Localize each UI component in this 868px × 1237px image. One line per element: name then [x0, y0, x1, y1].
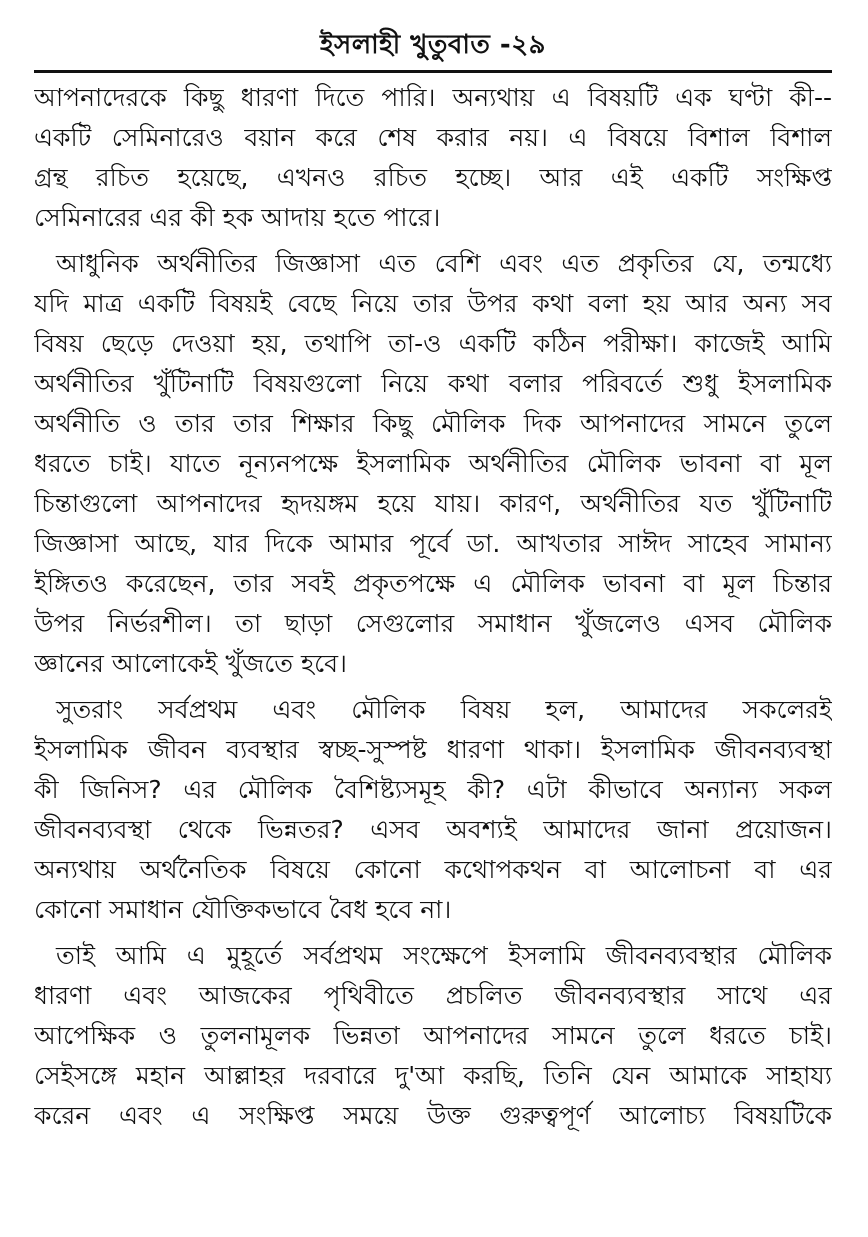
text-line: আপেক্ষিক ও তুলনামূলক ভিন্নতা আপনাদের সামনে তুলে ধরতে চাই। [34, 1021, 832, 1050]
header-rule [34, 70, 832, 73]
text-line: ধরতে চাই। যাতে নূন্যনপক্ষে ইসলামিক অর্থনীতির মৌলিক ভাবনা বা মূল [34, 449, 832, 478]
text-line: কী জিনিস? এর মৌলিক বৈশিষ্ট্যসমূহ কী? এটা কীভাবে অন্যান্য সকল [34, 775, 832, 804]
text-line: জ্ঞানের আলোকেই খুঁজতে হবে। [34, 649, 347, 678]
text-line: একটি সেমিনারেও বয়ান করে শেষ করার নয়। এ বিষয়ে বিশাল বিশাল [34, 123, 832, 152]
paragraph-4 [34, 936, 832, 1136]
text-line: কোনো সমাধান যৌক্তিকভাবে বৈধ হবে না। [34, 895, 452, 924]
text-line: আপনাদেরকে কিছু ধারণা দিতে পারি। অন্যথায় এ বিষয়টি এক ঘণ্টা কী-- [34, 83, 832, 112]
text-line: করেন এবং এ সংক্ষিপ্ত সময়ে উক্ত গুরুত্বপূর্ণ আলোচ্য বিষয়টিকে [34, 1101, 832, 1130]
text-line: জিজ্ঞাসা আছে, যার দিকে আমার পূর্বে ডা. আখতার সাঈদ সাহেব সামান্য [34, 529, 832, 558]
text-line: সেইসঙ্গে মহান আল্লাহর দরবারে দু'আ করছি, তিনি যেন আমাকে সাহায্য [34, 1061, 832, 1090]
text-line: অর্থনীতির খুঁটিনাটি বিষয়গুলো নিয়ে কথা বলার পরিবর্তে শুধু ইসলামিক [34, 369, 832, 398]
text-line: ইসলামিক জীবন ব্যবস্থার স্বচ্ছ-সুস্পষ্ট ধারণা থাকা। ইসলামিক জীবনব্যবস্থা [34, 735, 832, 764]
text-line: অন্যথায় অর্থনৈতিক বিষয়ে কোনো কথোপকথন বা আলোচনা বা এর [34, 855, 832, 884]
text-line: ইঙ্গিতও করেছেন, তার সবই প্রকৃতপক্ষে এ মৌলিক ভাবনা বা মূল চিন্তার [34, 569, 832, 598]
text-line: চিন্তাগুলো আপনাদের হৃদয়ঙ্গম হয়ে যায়। কারণ, অর্থনীতির যত খুঁটিনাটি [34, 489, 832, 518]
text-line: গ্রন্থ রচিত হয়েছে, এখনও রচিত হচ্ছে। আর এই একটি সংক্ষিপ্ত [34, 163, 832, 192]
text-line: জীবনব্যবস্থা থেকে ভিন্নতর? এসব অবশ্যই আমাদের জানা প্রয়োজন। [34, 815, 832, 844]
text-line: অর্থনীতি ও তার তার শিক্ষার কিছু মৌলিক দিক আপনাদের সামনে তুলে [34, 409, 832, 438]
text-line: বিষয় ছেড়ে দেওয়া হয়, তথাপি তা-ও একটি কঠিন পরীক্ষা। কাজেই আমি [34, 329, 832, 358]
text-line: সুতরাং সর্বপ্রথম এবং মৌলিক বিষয় হল, আমাদের সকলেরই [56, 695, 832, 724]
text-line: আধুনিক অর্থনীতির জিজ্ঞাসা এত বেশি এবং এত প্রকৃতির যে, তন্মধ্যে [56, 249, 832, 278]
paragraph-3 [34, 690, 832, 930]
text-line: সেমিনারের এর কী হক আদায় হতে পারে। [34, 203, 441, 232]
paragraph-1 [34, 78, 832, 238]
header-title: ইসলাহী খুতুবাত -২৯ [320, 30, 546, 60]
running-header [34, 0, 832, 70]
text-line: উপর নির্ভরশীল। তা ছাড়া সেগুলোর সমাধান খুঁজলেও এসব মৌলিক [34, 609, 832, 638]
text-line: যদি মাত্র একটি বিষয়ই বেছে নিয়ে তার উপর কথা বলা হয় আর অন্য সব [34, 289, 832, 318]
text-line: তাই আমি এ মুহূর্তে সর্বপ্রথম সংক্ষেপে ইসলামি জীবনব্যবস্থার মৌলিক [56, 941, 832, 970]
paragraph-2 [34, 244, 832, 684]
text-line: ধারণা এবং আজকের পৃথিবীতে প্রচলিত জীবনব্যবস্থার সাথে এর [34, 981, 832, 1010]
body-text [34, 78, 832, 1136]
